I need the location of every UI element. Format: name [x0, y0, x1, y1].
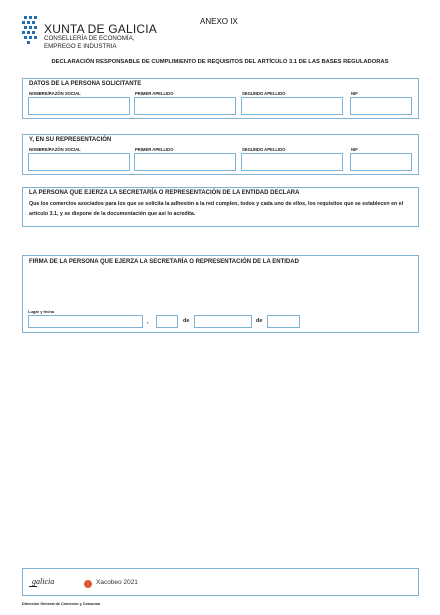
applicant-first-surname-field[interactable]: [134, 97, 236, 115]
month-field[interactable]: [194, 315, 252, 328]
signature-section: [22, 255, 419, 333]
second-surname-label: SEGUNDO APELLIDO: [242, 147, 286, 152]
declaration-section-title: LA PERSONA QUE EJERZA LA SECRETARÍA O REPRESENTACIÓN DE LA ENTIDAD DECLARA: [29, 190, 300, 196]
document-title: DECLARACIÓN RESPONSABLE DE CUMPLIMIENTO DE REQUISITOS DEL ARTÍCULO 3.1 DE LAS BASES REGULADORAS: [51, 59, 389, 65]
annex-label: ANEXO IX: [200, 17, 238, 26]
xacobeo-icon: [84, 580, 92, 588]
place-field[interactable]: [28, 315, 143, 328]
department-line-1: CONSELLERÍA DE ECONOMÍA,: [44, 35, 135, 42]
place-date-label: Lugar y fecha: [28, 309, 55, 314]
footer-logos: [22, 568, 419, 596]
nif-label: NIF: [351, 147, 358, 152]
year-field[interactable]: [267, 315, 300, 328]
first-surname-label: PRIMER APELLIDO: [135, 147, 174, 152]
xacobeo-logo-text: Xacobeo 2021: [96, 579, 138, 586]
applicant-section-title: DATOS DE LA PERSONA SOLICITANTE: [29, 81, 142, 87]
department-line-2: EMPREGO E INDUSTRIA: [44, 43, 117, 50]
de-label-2: de: [256, 318, 263, 324]
galicia-logo: galicia: [32, 577, 55, 586]
comma-separator: ,: [147, 319, 149, 325]
de-label-1: de: [183, 318, 190, 324]
nif-label: NIF: [351, 91, 358, 96]
applicant-nif-field[interactable]: [350, 97, 412, 115]
declaration-section: [22, 187, 419, 227]
department-name: [44, 35, 134, 51]
representative-section: [22, 134, 419, 175]
first-surname-label: PRIMER APELLIDO: [135, 91, 174, 96]
xunta-logo-icon: [22, 14, 38, 46]
declaration-text: Que los comercios asociados para los que se solicita la adhesión a la red cumplen, todos y cada uno de ellos, los requisitos que se establecen en el artículo 3.1, y se dispone de la documentación que así lo acredita.: [29, 201, 404, 217]
signature-section-title: FIRMA DE LA PERSONA QUE EJERZA LA SECRETARÍA O REPRESENTACIÓN DE LA ENTIDAD: [29, 259, 299, 265]
applicant-section: [22, 78, 419, 119]
name-label: NOMBRE/RAZÓN SOCIAL: [29, 147, 81, 152]
applicant-name-field[interactable]: [28, 97, 130, 115]
applicant-second-surname-field[interactable]: [241, 97, 343, 115]
second-surname-label: SEGUNDO APELLIDO: [242, 91, 286, 96]
representative-second-surname-field[interactable]: [241, 153, 343, 171]
representative-section-title: Y, EN SU REPRESENTACIÓN: [29, 137, 112, 143]
org-name: XUNTA DE GALICIA: [44, 22, 158, 36]
day-field[interactable]: [156, 315, 178, 328]
representative-name-field[interactable]: [28, 153, 130, 171]
representative-first-surname-field[interactable]: [134, 153, 236, 171]
representative-nif-field[interactable]: [350, 153, 412, 171]
footer-note: Dirección General de Comercio y Consumo: [22, 602, 101, 606]
name-label: NOMBRE/RAZÓN SOCIAL: [29, 91, 81, 96]
